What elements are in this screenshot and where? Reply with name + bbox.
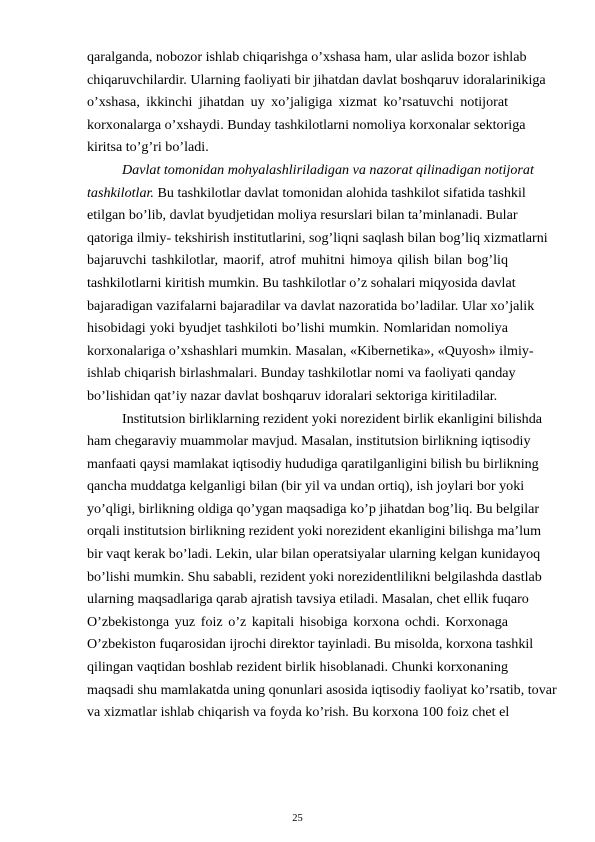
paragraph-2 <box>87 159 548 408</box>
text-line: ishlab chiqarish birlashmalari. Bunday tashkilotlar nomi va faoliyati qanday <box>87 365 516 382</box>
text-line: bajaradigan vazifalarni bajaradilar va davlat nazoratida bo’ladilar. Ular xo’jalik <box>87 297 535 314</box>
paragraph-3 <box>87 408 557 724</box>
text-line: maqsadi shu mamlakatda uning qonunlari asosida iqtisodiy faoliyat ko’rsatib, tovar <box>87 681 557 698</box>
text-line: qatoriga ilmiy- tekshirish institutlarini, sog’liqni saqlash bilan bog’liq xizmatlarni <box>87 229 548 246</box>
text-line: tashkilotlarni kiritish mumkin. Bu tashkilotlar o’z sohalari miqyosida davlat <box>87 274 516 291</box>
text-line: kiritsa to’g’ri bo’ladi. <box>87 139 209 156</box>
text-line: qilingan vaqtidan boshlab rezident birlik hisoblanadi. Chunki korxonaning <box>87 659 508 676</box>
text-line <box>87 159 534 182</box>
text-line: chiqaruvchilardir. Ularning faoliyati bir jihatdan davlat boshqaruv idoralarinikiga <box>87 71 546 88</box>
paragraph-1 <box>87 46 546 159</box>
italic-heading: tashkilotlar. <box>87 184 154 201</box>
text-line: Institutsion birliklarning rezident yoki norezident birlik ekanligini bilishda <box>122 410 542 427</box>
text-line: O’zbekistonga yuz foiz o’z kapitali hisobiga korxona ochdi. Korxonaga <box>87 613 508 630</box>
text-line: manfaati qaysi mamlakat iqtisodiy hududiga qaratilganligini bilish bu birlikning <box>87 455 539 472</box>
text-line: o’xshasa, ikkinchi jihatdan uy xo’jaligiga xizmat ko’rsatuvchi notijorat <box>87 94 508 111</box>
text-line: O’zbekiston fuqarosidan ijrochi direktor tayinladi. Bu misolda, korxona tashkil <box>87 636 534 653</box>
text-line: yo’qligi, birlikning oldiga qo’ygan maqsadiga ko’p jihatdan bog’liq. Bu belgilar <box>87 500 540 517</box>
text-line: orqali institutsion birlikning rezident yoki norezident ekanligini bilishga ma’lum <box>87 523 542 540</box>
text-line: ham chegaraviy muammolar mavjud. Masalan, institutsion birlikning iqtisodiy <box>87 433 531 450</box>
italic-heading: Davlat tomonidan mohyalashliriladigan va nazorat qilinadigan notijorat <box>122 161 534 178</box>
page-number: 25 <box>292 813 303 824</box>
text-line: korxonalariga o’xshashlari mumkin. Masalan, «Kibernetika», «Quyosh» ilmiy- <box>87 342 534 359</box>
document-body <box>87 46 557 724</box>
text-line: bo’lishi mumkin. Shu sababli, rezident yoki norezidentlilikni belgilashda dastlab <box>87 568 542 585</box>
text-line: ularning maqsadlariga qarab ajratish tavsiya etiladi. Masalan, chet ellik fuqaro <box>87 591 529 608</box>
text-line: qancha muddatga kelganligi bilan (bir yil va undan ortiq), ish joylari bor yoki <box>87 478 525 495</box>
text-line: etilgan bo’lib, davlat byudjetidan moliya resurslari bilan ta’minlanadi. Bular <box>87 207 518 224</box>
text-line: korxonalarga o’xshaydi. Bunday tashkilotlarni nomoliya korxonalar sektoriga <box>87 116 526 133</box>
text-line: bo’lishidan qat’iy nazar davlat boshqaruv idoralari sektoriga kiritiladilar. <box>87 387 498 404</box>
text-line: va xizmatlar ishlab chiqarish va foyda ko’rish. Bu korxona 100 foiz chet el <box>87 704 510 721</box>
text-line <box>87 182 526 205</box>
text-run: Bu tashkilotlar davlat tomonidan alohida tashkilot sifatida tashkil <box>153 184 526 201</box>
text-line: qaralganda, nobozor ishlab chiqarishga o’xshasa ham, ular aslida bozor ishlab <box>87 49 527 65</box>
text-line: hisobidagi yoki byudjet tashkiloti bo’lishi mumkin. Nomlaridan nomoliya <box>87 320 508 337</box>
text-line: bajaruvchi tashkilotlar, maorif, atrof muhitni himoya qilish bilan bog’liq <box>87 252 508 269</box>
text-line: bir vaqt kerak bo’ladi. Lekin, ular bilan operatsiyalar ularning kelgan kunidayoq <box>87 546 541 563</box>
